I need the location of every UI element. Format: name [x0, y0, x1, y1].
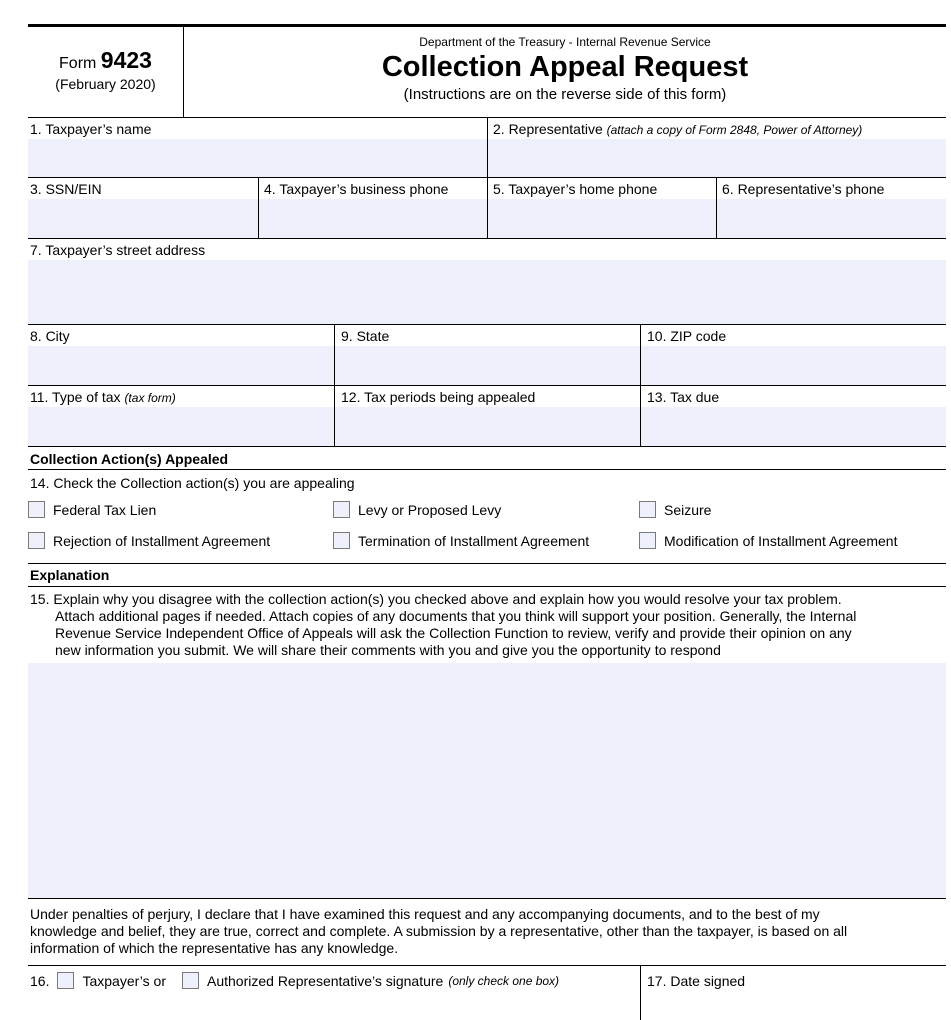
option-seizure[interactable]: [639, 501, 711, 518]
form-number-line: [28, 47, 183, 74]
tax-periods-input[interactable]: [335, 407, 640, 446]
divider: [334, 385, 335, 446]
divider: [28, 586, 946, 587]
explanation-line-1-text: Explain why you disagree with the collection action(s) you checked above and explain how you would resolve your tax problem.: [53, 591, 842, 607]
option-modification-installment[interactable]: [639, 532, 897, 549]
tax-type-input[interactable]: [28, 407, 334, 446]
divider: [28, 469, 946, 470]
representative-phone-input[interactable]: [717, 199, 946, 238]
representative-phone-label: 6. Representative’s phone: [722, 181, 885, 197]
business-phone-input[interactable]: [259, 199, 487, 238]
divider: [28, 965, 946, 966]
instructions-note: (Instructions are on the reverse side of this form): [403, 86, 727, 103]
perjury-line-1: Under penalties of perjury, I declare that I have examined this request and any accompanying documents, and to the best of my: [30, 906, 820, 922]
form-title: Collection Appeal Request: [381, 51, 749, 83]
state-label: 9. State: [341, 328, 390, 344]
tax-type-label: [30, 389, 176, 405]
divider: [28, 563, 946, 564]
divider: [28, 385, 946, 386]
tax-due-input[interactable]: [641, 407, 946, 446]
federal-tax-lien-checkbox[interactable]: [28, 501, 45, 518]
rejection-installment-label: Rejection of Installment Agreement: [53, 532, 271, 549]
tax-type-note: (tax form): [124, 391, 176, 405]
explanation-textarea[interactable]: [28, 663, 946, 898]
divider: [258, 177, 259, 238]
option-federal-tax-lien[interactable]: [28, 501, 156, 518]
form-id-box: [28, 27, 184, 117]
modification-installment-label: Modification of Installment Agreement: [664, 532, 898, 549]
option-rejection-installment[interactable]: [28, 532, 270, 549]
seizure-label: Seizure: [664, 501, 712, 518]
explanation-heading: Explanation: [30, 567, 110, 583]
zip-code-input[interactable]: [641, 346, 946, 385]
rejection-installment-checkbox[interactable]: [28, 532, 45, 549]
explanation-line-2: Attach additional pages if needed. Attach copies of any documents that you think will support your position. Generally, the Internal: [55, 608, 857, 624]
perjury-statement: [30, 906, 946, 957]
explanation-number: 15.: [30, 591, 50, 607]
explanation-line-3: Revenue Service Independent Office of Appeals will ask the Collection Function to review, verify and provide their opinion on any: [55, 625, 852, 641]
street-address-input[interactable]: [28, 260, 946, 324]
tax-type-label-text: 11. Type of tax: [30, 389, 121, 405]
divider: [28, 238, 946, 239]
option-termination-installment[interactable]: [333, 532, 589, 549]
divider: [487, 117, 488, 177]
state-input[interactable]: [335, 346, 640, 385]
perjury-line-3: information of which the representative has any knowledge.: [30, 940, 399, 956]
department: Department of the Treasury - Internal Revenue Service: [419, 35, 711, 49]
seizure-checkbox[interactable]: [639, 501, 656, 518]
city-input[interactable]: [28, 346, 334, 385]
modification-installment-checkbox[interactable]: [639, 532, 656, 549]
termination-installment-label: Termination of Installment Agreement: [358, 532, 590, 549]
home-phone-input[interactable]: [488, 199, 716, 238]
business-phone-label: 4. Taxpayer’s business phone: [264, 181, 449, 197]
taxpayer-signature-label: Taxpayer’s or: [82, 972, 166, 989]
explanation-line-1: [30, 591, 946, 608]
signature-line: [30, 972, 559, 989]
form-date: (February 2020): [55, 76, 156, 92]
form-word: Form: [59, 55, 97, 72]
zip-code-label: 10. ZIP code: [647, 328, 727, 344]
date-signed-label: 17. Date signed: [647, 973, 746, 989]
tax-due-label: 13. Tax due: [647, 389, 720, 405]
explanation-line-4: new information you submit. We will share their comments with you and give you the opportunity to respond: [55, 642, 721, 658]
taxpayer-name-input[interactable]: [28, 139, 487, 177]
form-number: 9423: [100, 47, 152, 73]
representative-signature-label: Authorized Representative’s signature: [207, 972, 444, 989]
collection-actions-instruction: 14. Check the Collection action(s) you are appealing: [30, 475, 355, 491]
divider: [28, 446, 946, 447]
ssn-ein-input[interactable]: [28, 199, 258, 238]
collection-actions-heading: Collection Action(s) Appealed: [30, 451, 229, 467]
termination-installment-checkbox[interactable]: [333, 532, 350, 549]
divider: [28, 324, 946, 325]
divider: [487, 177, 488, 238]
levy-checkbox[interactable]: [333, 501, 350, 518]
signature-number: 16.: [30, 972, 50, 989]
representative-label-text: 2. Representative: [493, 121, 603, 137]
representative-note: (attach a copy of Form 2848, Power of Attorney): [606, 123, 863, 137]
signature-note: (only check one box): [448, 973, 560, 988]
representative-input[interactable]: [488, 139, 946, 177]
home-phone-label: 5. Taxpayer’s home phone: [493, 181, 658, 197]
divider: [640, 385, 641, 446]
tax-periods-label: 12. Tax periods being appealed: [341, 389, 536, 405]
levy-label: Levy or Proposed Levy: [358, 501, 502, 518]
representative-signature-checkbox[interactable]: [182, 972, 199, 989]
city-label: 8. City: [30, 328, 70, 344]
option-levy[interactable]: [333, 501, 501, 518]
divider: [640, 324, 641, 385]
taxpayer-name-label: 1. Taxpayer’s name: [30, 121, 152, 137]
divider: [716, 177, 717, 238]
title-box: [184, 27, 946, 117]
representative-label: [493, 121, 862, 137]
ssn-ein-label: 3. SSN/EIN: [30, 181, 102, 197]
explanation-instructions: [30, 591, 946, 659]
divider: [28, 898, 946, 899]
street-address-label: 7. Taxpayer’s street address: [30, 242, 206, 258]
divider: [640, 965, 641, 1020]
divider: [334, 324, 335, 385]
federal-tax-lien-label: Federal Tax Lien: [53, 501, 157, 518]
perjury-line-2: knowledge and belief, they are true, correct and complete. A submission by a representative, other than the taxpayer, is based on all: [30, 923, 848, 939]
taxpayer-signature-checkbox[interactable]: [57, 972, 74, 989]
